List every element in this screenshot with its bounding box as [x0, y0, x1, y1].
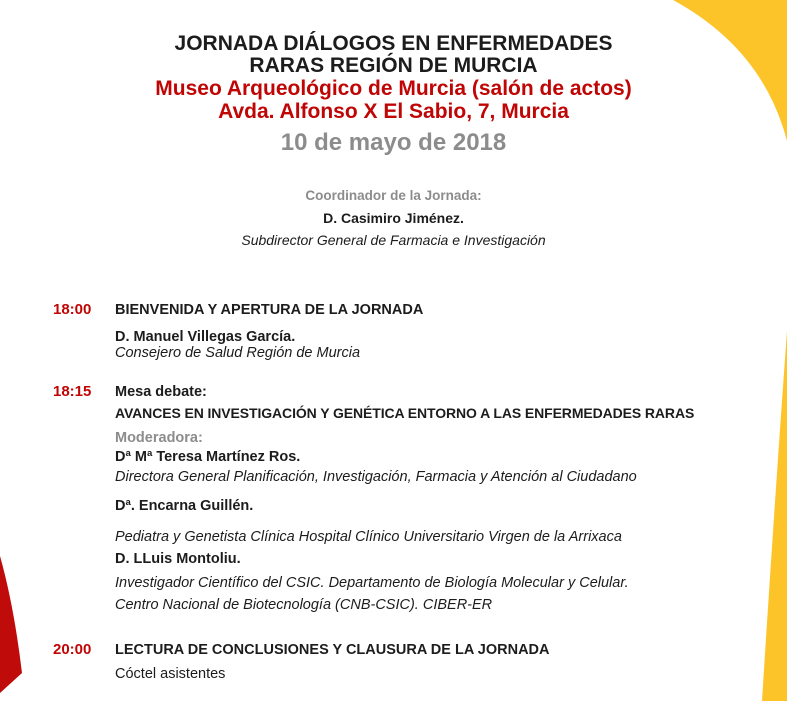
speaker-name-montoliu: D. LLuis Montoliu. — [115, 551, 241, 567]
speaker-role-guillen: Pediatra y Genetista Clínica Hospital Clínico Universitario Virgen de la Arrixaca — [115, 529, 622, 545]
speaker-role-villegas: Consejero de Salud Región de Murcia — [115, 345, 361, 361]
coordinator-label: Coordinador de la Jornada: — [305, 188, 482, 203]
coordinator-name: D. Casimiro Jiménez. — [323, 210, 464, 226]
coordinator-role: Subdirector General de Farmacia e Investigación — [241, 232, 546, 248]
event-date: 10 de mayo de 2018 — [280, 129, 507, 156]
speaker-name-guillen: Dª. Encarna Guillén. — [115, 498, 254, 514]
session-title-mesa-debate: Mesa debate: — [115, 384, 207, 400]
page-title-line2: RARAS REGIÓN DE MURCIA — [249, 53, 538, 77]
session-title-bienvenida: BIENVENIDA Y APERTURA DE LA JORNADA — [115, 302, 424, 318]
red-wedge-bottom-left — [0, 556, 22, 693]
yellow-wedge-bottom-right — [762, 331, 787, 701]
schedule-time-1800: 18:00 — [53, 301, 92, 318]
moderator-label: Moderadora: — [115, 430, 203, 446]
session-title-avances: AVANCES EN INVESTIGACIÓN Y GENÉTICA ENTORNO A LAS ENFERMEDADES RARAS — [115, 405, 695, 421]
page-title — [0, 33, 787, 76]
page-title-line1: JORNADA DIÁLOGOS EN ENFERMEDADES — [174, 32, 613, 55]
speaker-name-villegas: D. Manuel Villegas García. — [115, 329, 296, 345]
schedule-time-2000: 20:00 — [53, 641, 92, 658]
moderator-name-martinez: Dª Mª Teresa Martínez Ros. — [115, 449, 301, 465]
venue-line1: Museo Arqueológico de Murcia (salón de actos) — [155, 77, 632, 100]
schedule-time-1815: 18:15 — [53, 383, 92, 400]
closing-note-coctel: Cóctel asistentes — [115, 666, 226, 682]
speaker-role-montoliu-line2: Centro Nacional de Biotecnología (CNB-CSIC). CIBER-ER — [115, 597, 493, 613]
venue-address — [0, 78, 787, 123]
venue-line2: Avda. Alfonso X El Sabio, 7, Murcia — [218, 99, 569, 123]
speaker-role-montoliu-line1: Investigador Científico del CSIC. Departamento de Biología Molecular y Celular. — [115, 575, 629, 591]
moderator-role-martinez: Directora General Planificación, Investigación, Farmacia y Atención al Ciudadano — [115, 469, 637, 485]
session-title-clausura: LECTURA DE CONCLUSIONES Y CLAUSURA DE LA JORNADA — [115, 642, 550, 658]
